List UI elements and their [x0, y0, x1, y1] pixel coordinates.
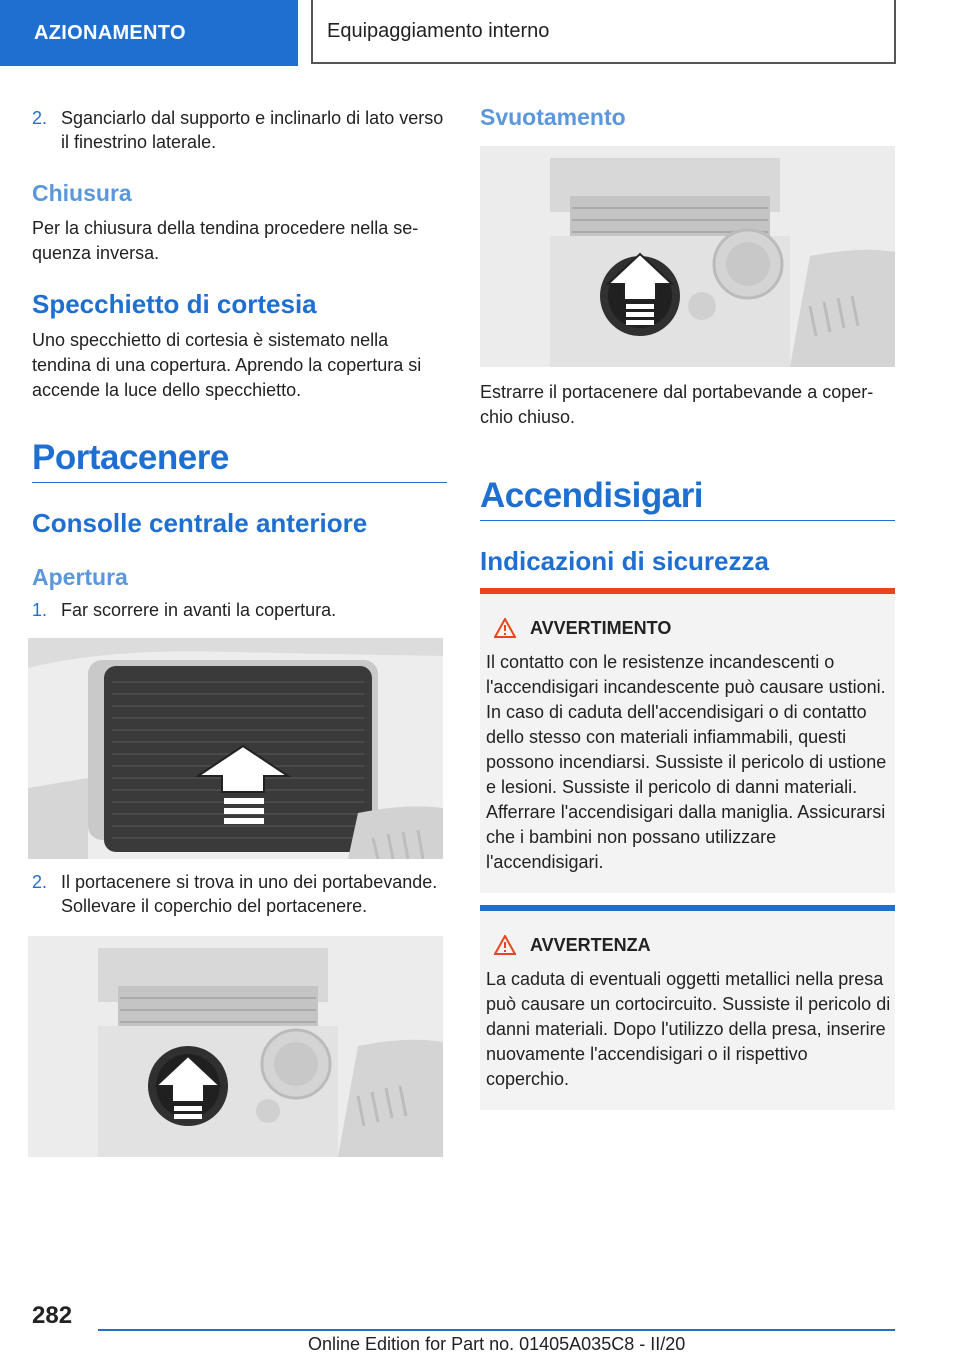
warning-triangle-icon — [494, 618, 516, 638]
heading-portacenere: Portacenere — [32, 438, 229, 477]
heading-chiusura: Chiusura — [32, 180, 132, 206]
warning-heading: AVVERTIMENTO — [494, 618, 671, 639]
figure-ashtray-cover — [28, 638, 443, 859]
heading-consolle: Consolle centrale anteriore — [32, 508, 368, 538]
heading-specchietto: Specchietto di cortesia — [32, 289, 317, 319]
ashtray-cover-illustration — [28, 638, 443, 859]
figure-ashtray-lid — [28, 936, 443, 1157]
warning-text-shortcircuit: La caduta di eventuali oggetti metallici nella presa può causare un cortocircuito. Sussiste il pericolo di danni materiali. Dopo l'utilizzo della presa, inserire nuovamente l'accendisigari o il rispettivo coperchio. — [486, 969, 891, 1089]
warning-triangle-icon — [494, 935, 516, 955]
chiusura-text: Per la chiusura della tendina procedere nella sequenza inversa. — [32, 218, 419, 263]
section-tab: AZIONAMENTO — [0, 0, 298, 66]
section-rule — [32, 482, 447, 483]
step-2-unhook: 2. Sganciarlo dal supporto e inclinarlo di lato verso il finestrino laterale. — [32, 108, 444, 152]
page-number: 282 — [32, 1302, 73, 1329]
warning-text-burn: Il contatto con le resistenze incandescenti o l'accendisigari incandescente può causare ustioni. In caso di caduta dell'accendisigari o di contatto dello stesso con materiali infiammabili, questi possono incendiarsi. Sussiste il pericolo di ustione e lesioni. Sussiste il pericolo di danni materiali. Afferrare l'accendisigari dalla maniglia. Assicurarsi che i bambini non possano utilizzare l'accendisigari. — [486, 652, 887, 872]
footer-rule — [98, 1329, 895, 1331]
ashtray-cupholder-illustration — [28, 936, 443, 1157]
figure-ashtray-empty — [480, 146, 895, 367]
warning-box-shortcircuit — [480, 905, 895, 1110]
warning-bar-blue — [480, 905, 895, 911]
section-rule-2 — [480, 520, 895, 521]
edition-note: Online Edition for Part no. 01405A035C8 - II/20 — [308, 1334, 686, 1354]
warning-box-burn — [480, 588, 895, 893]
ashtray-remove-illustration — [480, 146, 895, 367]
specchietto-text: Uno specchietto di cortesia è sistemato nella tendina di una copertura. Aprendo la copertura si accende la luce dello specchietto. — [32, 330, 422, 400]
chapter-title: Equipaggiamento interno — [311, 0, 896, 64]
heading-accendisigari: Accendisigari — [480, 476, 704, 515]
warning-bar-red — [480, 588, 895, 594]
svuotamento-text: Estrarre il portacenere dal portabevande a coperchio chiuso. — [480, 382, 874, 427]
heading-apertura: Apertura — [32, 564, 128, 590]
step-1-slide: 1. Far scorrere in avanti la copertura. — [32, 600, 337, 620]
heading-sicurezza: Indicazioni di sicurezza — [480, 546, 769, 576]
heading-svuotamento: Svuotamento — [480, 104, 626, 130]
notice-heading: AVVERTENZA — [494, 935, 651, 956]
step-2-location: 2. Il portacenere si trova in uno dei portabevande. Sollevare il coperchio del portacenere. — [32, 872, 438, 916]
